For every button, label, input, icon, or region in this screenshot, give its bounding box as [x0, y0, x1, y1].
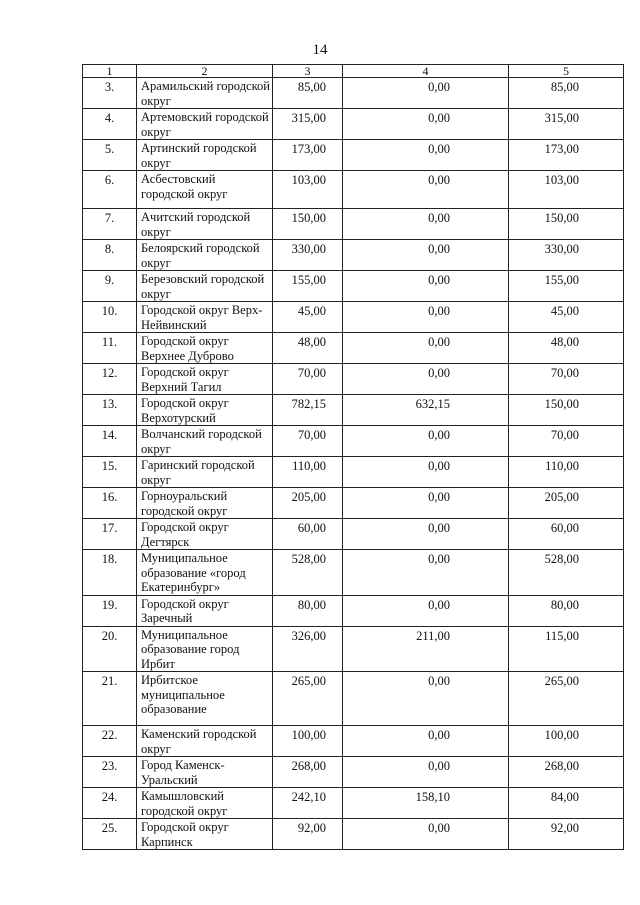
column-5-amount: 92,00 [509, 819, 624, 850]
table-row [83, 426, 624, 457]
column-4-amount: 158,10 [343, 788, 509, 819]
table-row [83, 240, 624, 271]
table-row [83, 333, 624, 364]
row-number: 8. [83, 240, 137, 271]
row-number: 4. [83, 109, 137, 140]
row-number: 3. [83, 78, 137, 109]
table-row [83, 788, 624, 819]
municipality-name: Город Каменск-Уральский [137, 757, 273, 788]
table-row [83, 302, 624, 333]
total-amount: 110,00 [273, 457, 343, 488]
column-4-amount: 0,00 [343, 271, 509, 302]
municipality-name: Городской округ Верхнее Дуброво [137, 333, 273, 364]
column-4-amount: 0,00 [343, 333, 509, 364]
column-5-amount: 48,00 [509, 333, 624, 364]
column-4-amount: 0,00 [343, 672, 509, 726]
column-5-amount: 60,00 [509, 519, 624, 550]
column-4-amount: 0,00 [343, 240, 509, 271]
total-amount: 173,00 [273, 140, 343, 171]
table-row [83, 364, 624, 395]
municipality-name: Асбестовский городской округ [137, 171, 273, 209]
column-4-amount: 0,00 [343, 457, 509, 488]
table-header-row [83, 65, 624, 78]
row-number: 7. [83, 209, 137, 240]
total-amount: 60,00 [273, 519, 343, 550]
row-number: 18. [83, 550, 137, 596]
column-header: 5 [509, 65, 624, 78]
row-number: 15. [83, 457, 137, 488]
municipality-name: Городской округ Заречный [137, 595, 273, 626]
municipality-name: Городской округ Карпинск [137, 819, 273, 850]
column-5-amount: 45,00 [509, 302, 624, 333]
total-amount: 242,10 [273, 788, 343, 819]
row-number: 6. [83, 171, 137, 209]
total-amount: 205,00 [273, 488, 343, 519]
municipality-name: Горноуральский городской округ [137, 488, 273, 519]
table-row [83, 550, 624, 596]
total-amount: 782,15 [273, 395, 343, 426]
column-header: 4 [343, 65, 509, 78]
total-amount: 103,00 [273, 171, 343, 209]
row-number: 16. [83, 488, 137, 519]
column-5-amount: 330,00 [509, 240, 624, 271]
column-4-amount: 0,00 [343, 140, 509, 171]
column-header: 3 [273, 65, 343, 78]
row-number: 24. [83, 788, 137, 819]
municipality-name: Городской округ Верхотурский [137, 395, 273, 426]
row-number: 17. [83, 519, 137, 550]
total-amount: 265,00 [273, 672, 343, 726]
row-number: 21. [83, 672, 137, 726]
column-4-amount: 0,00 [343, 364, 509, 395]
total-amount: 92,00 [273, 819, 343, 850]
row-number: 25. [83, 819, 137, 850]
municipality-name: Арамильский городской округ [137, 78, 273, 109]
total-amount: 70,00 [273, 426, 343, 457]
column-4-amount: 0,00 [343, 595, 509, 626]
column-5-amount: 115,00 [509, 626, 624, 672]
column-5-amount: 173,00 [509, 140, 624, 171]
column-5-amount: 150,00 [509, 395, 624, 426]
municipality-name: Камышловский городской округ [137, 788, 273, 819]
table-row [83, 626, 624, 672]
column-5-amount: 150,00 [509, 209, 624, 240]
column-4-amount: 0,00 [343, 757, 509, 788]
total-amount: 330,00 [273, 240, 343, 271]
budget-table [82, 64, 624, 850]
municipality-name: Муниципальное образование город Ирбит [137, 626, 273, 672]
table-row [83, 672, 624, 726]
table-row [83, 519, 624, 550]
table-row [83, 726, 624, 757]
column-4-amount: 0,00 [343, 209, 509, 240]
municipality-name: Березовский городской округ [137, 271, 273, 302]
total-amount: 80,00 [273, 595, 343, 626]
row-number: 11. [83, 333, 137, 364]
total-amount: 315,00 [273, 109, 343, 140]
table-row [83, 595, 624, 626]
table-row [83, 819, 624, 850]
row-number: 19. [83, 595, 137, 626]
municipality-name: Каменский городской округ [137, 726, 273, 757]
municipality-name: Гаринский городской округ [137, 457, 273, 488]
row-number: 9. [83, 271, 137, 302]
column-header: 2 [137, 65, 273, 78]
column-5-amount: 70,00 [509, 364, 624, 395]
total-amount: 528,00 [273, 550, 343, 596]
column-4-amount: 0,00 [343, 109, 509, 140]
row-number: 5. [83, 140, 137, 171]
column-5-amount: 315,00 [509, 109, 624, 140]
municipality-name: Белоярский городской округ [137, 240, 273, 271]
table-row [83, 209, 624, 240]
column-5-amount: 103,00 [509, 171, 624, 209]
table-row [83, 271, 624, 302]
column-5-amount: 205,00 [509, 488, 624, 519]
column-4-amount: 0,00 [343, 726, 509, 757]
column-4-amount: 0,00 [343, 426, 509, 457]
total-amount: 45,00 [273, 302, 343, 333]
row-number: 14. [83, 426, 137, 457]
municipality-name: Ачитский городской округ [137, 209, 273, 240]
municipality-name: Артинский городской округ [137, 140, 273, 171]
column-4-amount: 0,00 [343, 78, 509, 109]
table-row [83, 140, 624, 171]
total-amount: 155,00 [273, 271, 343, 302]
column-header: 1 [83, 65, 137, 78]
column-4-amount: 0,00 [343, 488, 509, 519]
column-4-amount: 0,00 [343, 302, 509, 333]
municipality-name: Волчанский городской округ [137, 426, 273, 457]
column-4-amount: 0,00 [343, 171, 509, 209]
table-row [83, 488, 624, 519]
column-5-amount: 70,00 [509, 426, 624, 457]
table-row [83, 395, 624, 426]
column-5-amount: 110,00 [509, 457, 624, 488]
municipality-name: Городской округ Дегтярск [137, 519, 273, 550]
column-4-amount: 0,00 [343, 819, 509, 850]
row-number: 13. [83, 395, 137, 426]
column-4-amount: 211,00 [343, 626, 509, 672]
total-amount: 85,00 [273, 78, 343, 109]
table-row [83, 78, 624, 109]
total-amount: 100,00 [273, 726, 343, 757]
table-row [83, 757, 624, 788]
municipality-name: Муниципальное образование «город Екатеринбург» [137, 550, 273, 596]
municipality-name: Городской округ Верх-Нейвинский [137, 302, 273, 333]
column-4-amount: 0,00 [343, 519, 509, 550]
total-amount: 150,00 [273, 209, 343, 240]
table-row [83, 109, 624, 140]
row-number: 22. [83, 726, 137, 757]
column-5-amount: 100,00 [509, 726, 624, 757]
column-5-amount: 268,00 [509, 757, 624, 788]
row-number: 10. [83, 302, 137, 333]
column-5-amount: 155,00 [509, 271, 624, 302]
row-number: 20. [83, 626, 137, 672]
total-amount: 268,00 [273, 757, 343, 788]
total-amount: 48,00 [273, 333, 343, 364]
table-row [83, 457, 624, 488]
total-amount: 70,00 [273, 364, 343, 395]
page-number: 14 [312, 42, 328, 58]
column-4-amount: 0,00 [343, 550, 509, 596]
table-row [83, 171, 624, 209]
column-5-amount: 80,00 [509, 595, 624, 626]
municipality-name: Ирбитское муниципальное образование [137, 672, 273, 726]
column-4-amount: 632,15 [343, 395, 509, 426]
column-5-amount: 85,00 [509, 78, 624, 109]
column-5-amount: 265,00 [509, 672, 624, 726]
total-amount: 326,00 [273, 626, 343, 672]
column-5-amount: 528,00 [509, 550, 624, 596]
row-number: 23. [83, 757, 137, 788]
row-number: 12. [83, 364, 137, 395]
municipality-name: Городской округ Верхний Тагил [137, 364, 273, 395]
municipality-name: Артемовский городской округ [137, 109, 273, 140]
column-5-amount: 84,00 [509, 788, 624, 819]
